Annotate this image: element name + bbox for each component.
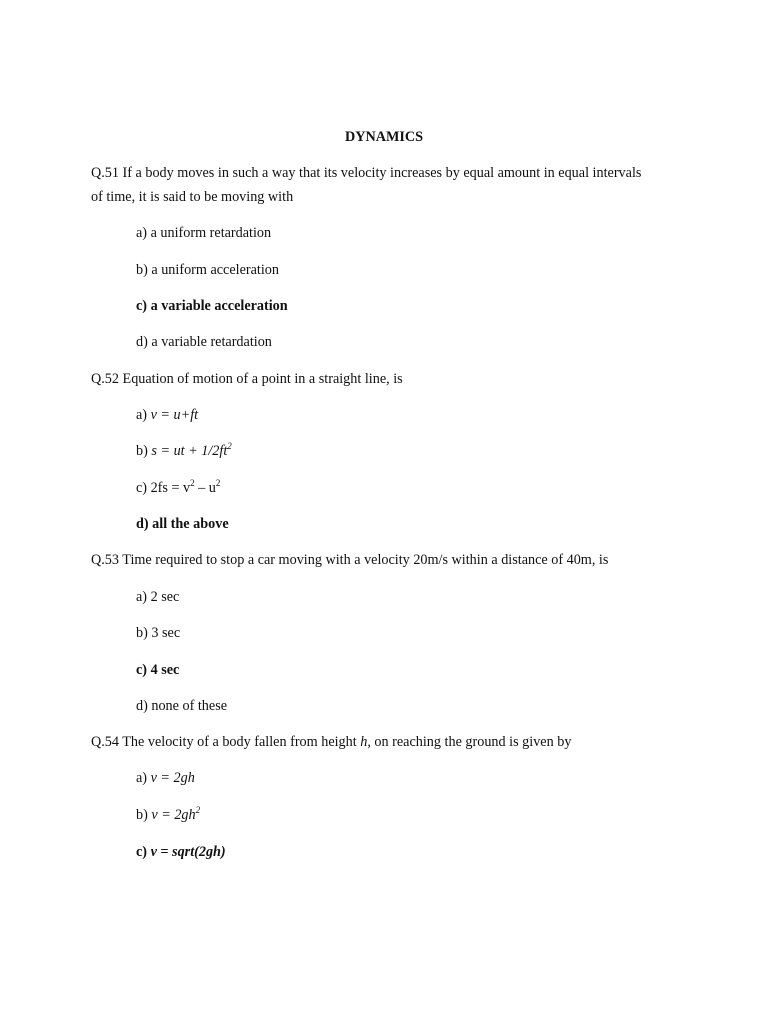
exponent: 2: [190, 478, 195, 488]
option-label: a): [136, 407, 151, 423]
question-52-option-b: [136, 441, 232, 459]
equation: v = 2gh: [150, 770, 195, 786]
option-label: c): [136, 844, 151, 860]
option-label: b): [136, 807, 152, 823]
exponent: 2: [195, 805, 201, 815]
equation-part: 2fs = v: [150, 480, 191, 496]
question-51-option-b: b) a uniform acceleration: [136, 262, 279, 278]
question-53-option-d: d) none of these: [136, 698, 228, 714]
page-title: DYNAMICS: [344, 129, 424, 145]
question-51-option-c-answer: c) a variable acceleration: [136, 298, 288, 314]
question-54-option-c-answer: [136, 845, 226, 859]
question-53-option-c-answer: c) 4 sec: [136, 662, 180, 678]
question-52-text: Q.52 Equation of motion of a point in a straight line, is: [91, 371, 403, 387]
question-53-option-a: a) 2 sec: [136, 589, 180, 605]
question-51-text-line-1: Q.51 If a body moves in such a way that its velocity increases by equal amount in equal intervals: [91, 165, 642, 181]
question-54-option-a: [136, 771, 195, 785]
question-54-text: [91, 735, 571, 749]
exponent: 2: [215, 478, 221, 488]
question-51-text-line-2: of time, it is said to be moving with: [91, 189, 294, 205]
question-51-option-a: a) a uniform retardation: [136, 225, 272, 241]
variable: h: [360, 734, 368, 750]
question-text-part: Q.54 The velocity of a body fallen from height: [91, 734, 361, 750]
option-label: c): [136, 480, 151, 496]
question-52-option-c: [136, 478, 221, 496]
equation-part: – u: [194, 480, 216, 496]
question-52-option-a: [136, 408, 198, 422]
question-51-option-d: d) a variable retardation: [136, 334, 272, 350]
equation: s = ut + 1/2ft: [151, 443, 228, 459]
question-53-option-b: b) 3 sec: [136, 625, 181, 641]
question-53-text: Q.53 Time required to stop a car moving with a velocity 20m/s within a distance of 40m, is: [91, 552, 609, 568]
question-52-option-d-answer: d) all the above: [136, 516, 229, 532]
question-54-option-b: [136, 805, 201, 823]
equation: v = sqrt(2gh): [150, 844, 226, 860]
equation: v = 2gh: [151, 807, 196, 823]
option-label: a): [136, 770, 151, 786]
question-text-part: , on reaching the ground is given by: [367, 734, 572, 750]
exponent: 2: [227, 441, 232, 451]
option-label: b): [136, 443, 152, 459]
equation: v = u+ft: [150, 407, 199, 423]
